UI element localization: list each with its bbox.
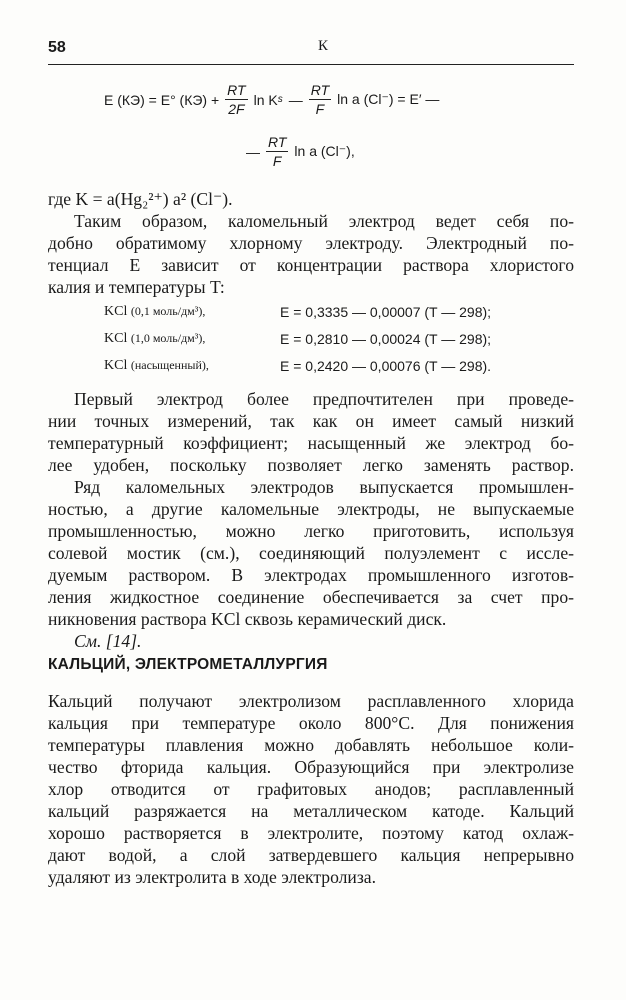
kcl-concentration: (насыщенный), [130, 358, 209, 372]
header-rule [48, 64, 574, 65]
p3-line-6: ления жидкостное соединение обеспечивается за счет про- [48, 587, 574, 607]
eq1-tail: ln a (Cl⁻) = E′ — [337, 91, 440, 107]
kcl-salt: KCl [104, 304, 128, 319]
p4-line-5: хлор отводится от графитовых анодов; расплавленный [48, 779, 574, 799]
eq1-f1-denominator: 2F [228, 101, 245, 117]
eq1-lhs: E (КЭ) = E° (КЭ) + [104, 91, 220, 108]
kcl-formula: E = 0,2810 — 0,00024 (T — 298); [280, 331, 492, 347]
kcl-row [104, 304, 554, 320]
p4-line-9: удаляют из электролита в ходе электролиза. [48, 867, 376, 887]
eq1-fraction-2 [309, 82, 331, 117]
kcl-concentration: (1,0 моль/дм³), [130, 331, 206, 345]
p3-line-5: дуемым раствором. В электродах промышленного изготов- [48, 565, 574, 585]
p1-line-2: добно обратимому хлорному электроду. Электродный по- [48, 233, 574, 253]
p4-line-1: Кальций получают электролизом расплавленного хлорида [48, 691, 574, 711]
p4-line-2: кальция при температуре около 800°С. Для понижения [48, 713, 574, 733]
eq2-numerator: RT [268, 134, 287, 150]
p3-line-7: никновения раствора KCl сквозь керамический диск. [48, 609, 447, 629]
equation-line-2 [246, 134, 355, 169]
where-line: где K = a(Hg₂²⁺) a² (Cl⁻). [48, 189, 233, 209]
p1-line-4: калия и температуры T: [48, 277, 225, 297]
eq1-ln-ks-subscript: s [277, 94, 283, 105]
eq1-f2-denominator: F [315, 101, 325, 117]
eq1-f1-numerator: RT [227, 82, 246, 98]
p3-line-2: ностью, а другие каломельные электроды, не выпускаемые [48, 499, 574, 519]
kcl-concentration: (0,1 моль/дм³), [130, 304, 206, 318]
p2-line-2: нии точных измерений, так как он имеет самый низкий [48, 411, 574, 431]
kcl-row [104, 358, 554, 374]
see-also: См. [14]. [74, 631, 142, 651]
p4-line-8: дают водой, а слой затвердевшего кальция непрерывно [48, 845, 574, 865]
p4-line-3: температуры плавления можно добавлять небольшое коли- [48, 735, 574, 755]
eq2-minus: — [246, 143, 260, 160]
running-head: К [318, 38, 329, 54]
page-number: 58 [48, 39, 66, 56]
kcl-salt: KCl [104, 331, 128, 346]
p4-line-4: чество фторида кальция. Образующийся при электролизе [48, 757, 574, 777]
kcl-salt: KCl [104, 358, 128, 373]
eq2-tail: ln a (Cl⁻), [294, 143, 355, 159]
p3-line-4: солевой мостик (см.), соединяющий полуэлемент с иссле- [48, 543, 574, 563]
kcl-formula: E = 0,3335 — 0,00007 (T — 298); [280, 304, 492, 320]
eq1-ln-ks: ln K [253, 91, 278, 108]
p2-line-1: Первый электрод более предпочтителен при проведе- [74, 389, 574, 409]
p1-line-1: Таким образом, каломельный электрод ведет себя по- [74, 211, 574, 231]
kcl-formula: E = 0,2420 — 0,00076 (T — 298). [280, 358, 492, 374]
kcl-row [104, 331, 554, 347]
p4-line-7: хорошо растворяется в электролите, поэтому катод охлаж- [48, 823, 574, 843]
p3-line-3: промышленностью, можно легко приготовить, используя [48, 521, 574, 541]
p4-line-6: кальций разряжается на металлическом катоде. Кальций [48, 801, 574, 821]
eq2-denominator: F [272, 153, 282, 169]
p2-line-3: температурный коэффициент; насыщенный же электрод бо- [48, 433, 574, 453]
p1-line-3: тенциал E зависит от концентрации раствора хлористого [48, 255, 574, 275]
eq2-fraction [266, 134, 288, 169]
p3-line-1: Ряд каломельных электродов выпускается промышлен- [74, 477, 574, 497]
section-heading: КАЛЬЦИЙ, ЭЛЕКТРОМЕТАЛЛУРГИЯ [48, 656, 328, 673]
eq1-fraction-1 [225, 82, 247, 117]
eq1-f2-numerator: RT [310, 82, 330, 98]
p2-line-4: лее удобен, поскольку позволяет легко заменять раствор. [48, 455, 574, 475]
equation-line-1 [104, 82, 439, 117]
eq1-minus: — [288, 91, 303, 108]
